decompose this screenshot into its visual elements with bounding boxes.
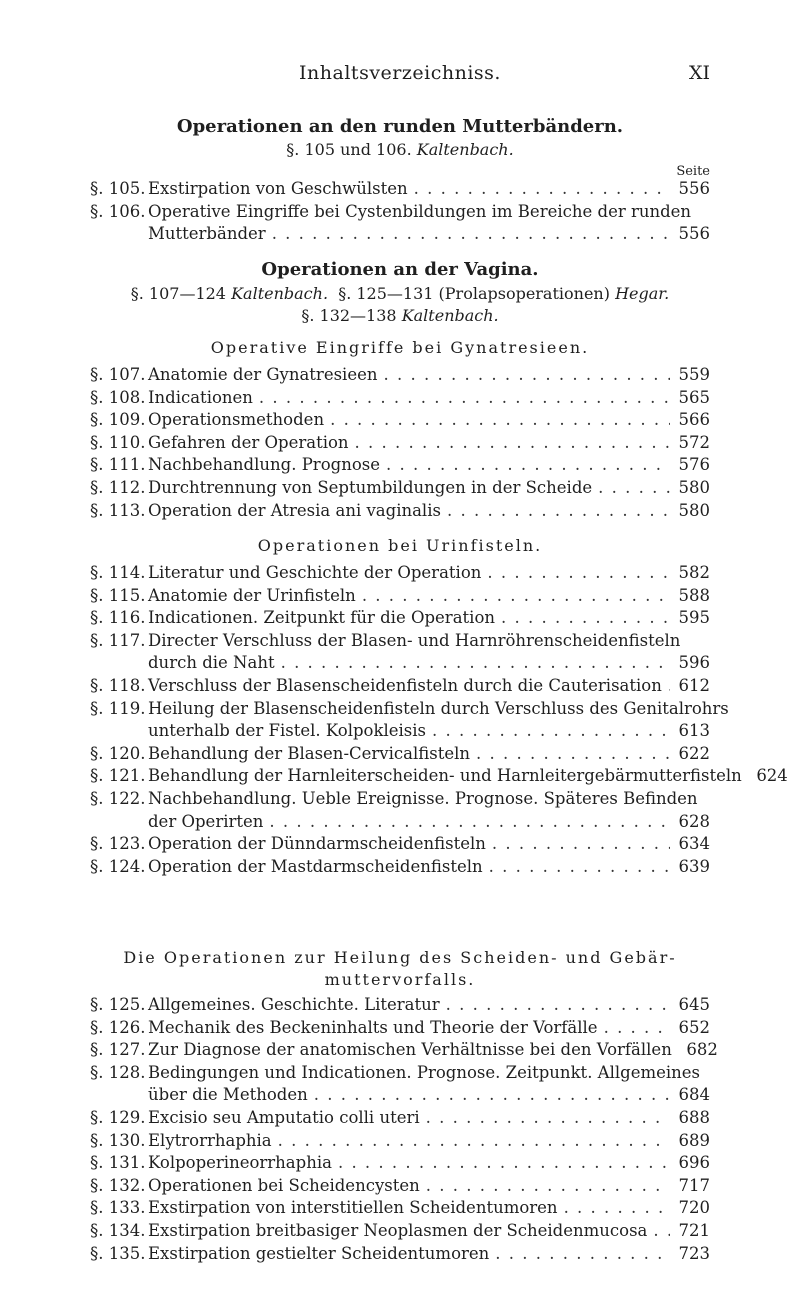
toc-entry — [90, 856, 710, 879]
toc-entry-number: §. 127. — [90, 1040, 146, 1060]
toc-entry-title: Operative Eingriffe bei Cystenbildungen im Bereiche der runden — [148, 201, 692, 221]
toc-entry-title: Mechanik des Beckeninhalts und Theorie der Vorfälle — [148, 1017, 598, 1037]
toc-entry-page: 684 — [678, 1085, 710, 1105]
subtitle-author-a: Kaltenbach. — [231, 284, 329, 303]
dot-leader — [432, 720, 670, 742]
toc-entry — [90, 1130, 710, 1153]
toc-entry-title: der Operirten — [148, 811, 264, 831]
toc-entry-number: §. 129. — [90, 1108, 146, 1127]
toc-entry-page: 588 — [678, 585, 710, 605]
section-title-mutterbaender: Operationen an den runden Mutterbändern. — [176, 116, 624, 137]
toc-entry-number: §. 119. — [90, 698, 146, 718]
toc-entry-title: Behandlung der Harnleiterscheiden- und Harnleitergebärmutterfisteln — [148, 766, 742, 786]
toc-entry-title: Operationen bei Scheidencysten — [148, 1175, 420, 1195]
toc-entry-number: §. 125. — [90, 995, 146, 1014]
toc-entry-title: Exstirpation von Geschwülsten — [148, 179, 408, 198]
toc-entry-title: Bedingungen und Indicationen. Prognose. Zeitpunkt. Allgemeines — [148, 1062, 701, 1082]
toc-entry-title: Durchtrennung von Septumbildungen in der Scheide — [148, 478, 593, 497]
toc-entry-title: Zur Diagnose der anatomischen Verhältnisse bei den Vorfällen — [148, 1040, 672, 1060]
toc-entry — [90, 1062, 710, 1107]
dot-leader — [384, 364, 671, 386]
subtitle-range-a: §. 107—124 — [130, 284, 226, 303]
toc-entry — [90, 833, 710, 856]
dot-leader — [668, 675, 670, 697]
toc-entry-page: 566 — [678, 410, 710, 430]
dot-leader — [495, 1243, 670, 1265]
toc-entry-page: 595 — [678, 608, 710, 628]
section-subtitle-mutterbaender — [90, 140, 710, 159]
toc-entry — [90, 630, 710, 675]
toc-entry-page: 720 — [678, 1198, 710, 1218]
toc-entry-number: §. 115. — [90, 585, 146, 605]
toc-entry-number: §. 130. — [90, 1130, 146, 1150]
dot-leader — [330, 409, 670, 431]
dot-leader — [338, 1152, 670, 1174]
toc-entry — [90, 994, 710, 1017]
toc-entry-page: 556 — [678, 224, 710, 244]
toc-entry-title: Mutterbänder — [148, 224, 266, 244]
toc-entry-title: Operation der Dünndarmscheidenfisteln — [148, 834, 486, 854]
subtitle-paragraphs: §. 105 und 106. — [286, 140, 412, 159]
toc-entry-page: 717 — [678, 1175, 710, 1195]
toc-entry — [90, 1220, 710, 1243]
toc-entry-title: Operation der Mastdarmscheidenfisteln — [148, 856, 483, 876]
dot-leader — [489, 856, 670, 878]
toc-entry-number: §. 120. — [90, 743, 146, 763]
heading-gynatresieen: Operative Eingriffe bei Gynatresieen. — [210, 338, 590, 357]
section-title-vagina: Operationen an der Vagina. — [261, 259, 539, 280]
toc-entry — [90, 201, 710, 246]
toc-entry-title: Excisio seu Amputatio colli uteri — [148, 1108, 420, 1127]
toc-entry — [90, 698, 729, 743]
toc-entry-number: §. 132. — [90, 1175, 146, 1195]
toc-entry — [90, 454, 710, 477]
toc-entry — [90, 1152, 710, 1175]
running-head — [90, 62, 710, 86]
toc-entry-page: 596 — [678, 653, 710, 673]
dot-leader — [272, 223, 670, 245]
toc-entry-title: Operationsmethoden — [148, 410, 325, 430]
toc-entry-number: §. 117. — [90, 630, 146, 650]
dot-leader — [476, 743, 670, 765]
toc-entry-number: §. 111. — [90, 455, 146, 475]
dot-leader — [447, 500, 670, 522]
toc-entry-page: 556 — [678, 179, 710, 198]
subtitle-range-c: §. 132—138 — [301, 306, 397, 325]
toc-entry-page: 565 — [678, 387, 710, 407]
toc-entry-page: 723 — [678, 1243, 710, 1263]
toc-entry-page: 628 — [678, 811, 710, 831]
toc-entry-page: 622 — [678, 743, 710, 763]
toc-entry-title: Gefahren der Operation — [148, 432, 349, 452]
toc-entry-page: 652 — [678, 1017, 710, 1037]
toc-entry-page: 612 — [678, 676, 710, 695]
toc-entry-number: §. 114. — [90, 563, 146, 582]
toc-entry-title: Operation der Atresia ani vaginalis — [148, 500, 441, 520]
toc-entry-number: §. 131. — [90, 1153, 146, 1173]
section-subtitle-vagina-1 — [90, 284, 710, 303]
dot-leader — [564, 1197, 670, 1219]
toc-entry-title: Indicationen — [148, 387, 253, 407]
heading-vorfall-2: muttervorfalls. — [324, 970, 476, 989]
toc-entry — [90, 1039, 718, 1062]
toc-entry-number: §. 123. — [90, 834, 146, 854]
toc-entry-title: durch die Naht — [148, 653, 275, 673]
toc-entry-title: Indicationen. Zeitpunkt für die Operation — [148, 608, 495, 628]
toc-entry — [90, 1107, 710, 1130]
toc-entry-page: 580 — [678, 500, 710, 520]
dot-leader — [446, 994, 670, 1016]
subtitle-author-c: Kaltenbach. — [401, 306, 499, 325]
toc-entry-number: §. 109. — [90, 410, 146, 430]
toc-entry-title: Kolpoperineorrhaphia — [148, 1153, 332, 1173]
toc-entry-page: 696 — [678, 1153, 710, 1173]
toc-entry-title: Anatomie der Gynatresieen — [148, 365, 378, 384]
dot-leader — [281, 652, 670, 674]
toc-entry-number: §. 122. — [90, 789, 146, 808]
toc-entry-number: §. 126. — [90, 1017, 146, 1037]
toc-entry-title: unterhalb der Fistel. Kolpokleisis — [148, 721, 427, 741]
toc-entry-number: §. 113. — [90, 500, 146, 520]
toc-entry-number: §. 133. — [90, 1198, 146, 1218]
toc-entry — [90, 585, 710, 608]
dot-leader — [426, 1175, 670, 1197]
toc-entry-title: Nachbehandlung. Ueble Ereignisse. Prognose. Späteres Befinden — [148, 789, 698, 808]
dot-leader — [314, 1084, 670, 1106]
toc-entry-page: 613 — [678, 721, 710, 741]
dot-leader — [426, 1107, 670, 1129]
dot-leader — [362, 585, 670, 607]
toc-entry-number: §. 108. — [90, 387, 146, 407]
heading-vorfall-1: Die Operationen zur Heilung des Scheiden- und Gebär- — [123, 948, 677, 967]
toc-entry-title: Exstirpation breitbasiger Neoplasmen der Scheidenmucosa — [148, 1221, 648, 1240]
toc-entry — [90, 387, 710, 410]
toc-entry-page: 721 — [678, 1221, 710, 1240]
toc-entry-page: 682 — [686, 1040, 718, 1060]
page-number: XI — [688, 62, 710, 84]
toc-entry-number: §. 128. — [90, 1062, 146, 1082]
dot-leader — [492, 833, 670, 855]
toc-entry — [90, 477, 710, 500]
toc-entry-page: 639 — [678, 856, 710, 876]
toc-entry-number: §. 124. — [90, 856, 146, 876]
toc-entry-page: 572 — [678, 432, 710, 452]
heading-urinfisteln: Operationen bei Urinfisteln. — [257, 536, 543, 555]
toc-entry-number: §. 118. — [90, 676, 146, 695]
dot-leader — [604, 1017, 670, 1039]
dot-leader — [386, 454, 670, 476]
toc-entry — [90, 562, 710, 585]
toc-entry-number: §. 116. — [90, 608, 146, 628]
dot-leader — [414, 178, 670, 200]
toc-entry-title: Behandlung der Blasen-Cervicalfisteln — [148, 743, 471, 763]
toc-entry-title: Verschluss der Blasenscheidenfisteln durch die Cauterisation — [148, 676, 662, 695]
toc-entry — [90, 500, 710, 523]
dot-leader — [487, 562, 670, 584]
toc-entry-page: 688 — [678, 1108, 710, 1127]
toc-entry-title: Exstirpation gestielter Scheidentumoren — [148, 1243, 490, 1263]
toc-entry-number: §. 134. — [90, 1221, 146, 1240]
toc-entry-title: Elytrorrhaphia — [148, 1130, 272, 1150]
toc-entry-title: Literatur und Geschichte der Operation — [148, 563, 482, 582]
toc-entry-number: §. 121. — [90, 766, 146, 786]
dot-leader — [278, 1130, 670, 1152]
toc-entry-page: 634 — [678, 834, 710, 854]
toc-entry — [90, 1175, 710, 1198]
toc-entry — [90, 1017, 710, 1040]
toc-entry — [90, 675, 710, 698]
toc-entry — [90, 178, 710, 201]
dot-leader — [259, 387, 670, 409]
toc-entry-page: 689 — [678, 1130, 710, 1150]
toc-entry-page: 645 — [678, 995, 710, 1014]
toc-entry-page: 580 — [678, 478, 710, 497]
toc-entry-page: 624 — [756, 766, 788, 786]
subtitle-range-b: §. 125—131 (Prolapsoperationen) — [338, 284, 610, 303]
seite-label: Seite — [676, 164, 710, 179]
toc-entry — [90, 743, 710, 766]
toc-entry — [90, 788, 710, 833]
toc-entry-title: Directer Verschluss der Blasen- und Harnröhrenscheidenfisteln — [148, 630, 681, 650]
subtitle-author-b: Hegar. — [615, 284, 670, 303]
toc-entry-title: Allgemeines. Geschichte. Literatur — [148, 995, 440, 1014]
toc-entry-page: 559 — [678, 365, 710, 384]
page-title: Inhaltsverzeichniss. — [299, 62, 501, 84]
toc-entry-number: §. 110. — [90, 432, 146, 452]
toc-entry-title: Nachbehandlung. Prognose — [148, 455, 380, 475]
dot-leader — [653, 1220, 670, 1242]
toc-entry-page: 582 — [678, 563, 710, 582]
toc-entry — [90, 1243, 710, 1266]
toc-entry — [90, 1197, 710, 1220]
toc-entry — [90, 409, 710, 432]
toc-entry-number: §. 112. — [90, 478, 146, 497]
subtitle-author: Kaltenbach. — [416, 140, 514, 159]
toc-entry-title: Anatomie der Urinfisteln — [148, 585, 356, 605]
toc-entry — [90, 432, 710, 455]
toc-entry-title: Exstirpation von interstitiellen Scheidentumoren — [148, 1198, 558, 1218]
toc-entry — [90, 364, 710, 387]
toc-entry-title: über die Methoden — [148, 1085, 308, 1105]
toc-entry-number: §. 107. — [90, 365, 146, 384]
toc-entry-number: §. 106. — [90, 201, 146, 221]
toc-entry — [90, 765, 788, 788]
dot-leader — [598, 477, 670, 499]
dot-leader — [269, 811, 670, 833]
toc-entry-page: 576 — [678, 455, 710, 475]
section-subtitle-vagina-2 — [90, 306, 710, 325]
dot-leader — [501, 607, 670, 629]
dot-leader — [355, 432, 670, 454]
toc-entry — [90, 607, 710, 630]
toc-entry-number: §. 135. — [90, 1243, 146, 1263]
toc-entry-number: §. 105. — [90, 179, 146, 198]
toc-entry-title: Heilung der Blasenscheidenfisteln durch Verschluss des Genitalrohrs — [148, 698, 729, 718]
